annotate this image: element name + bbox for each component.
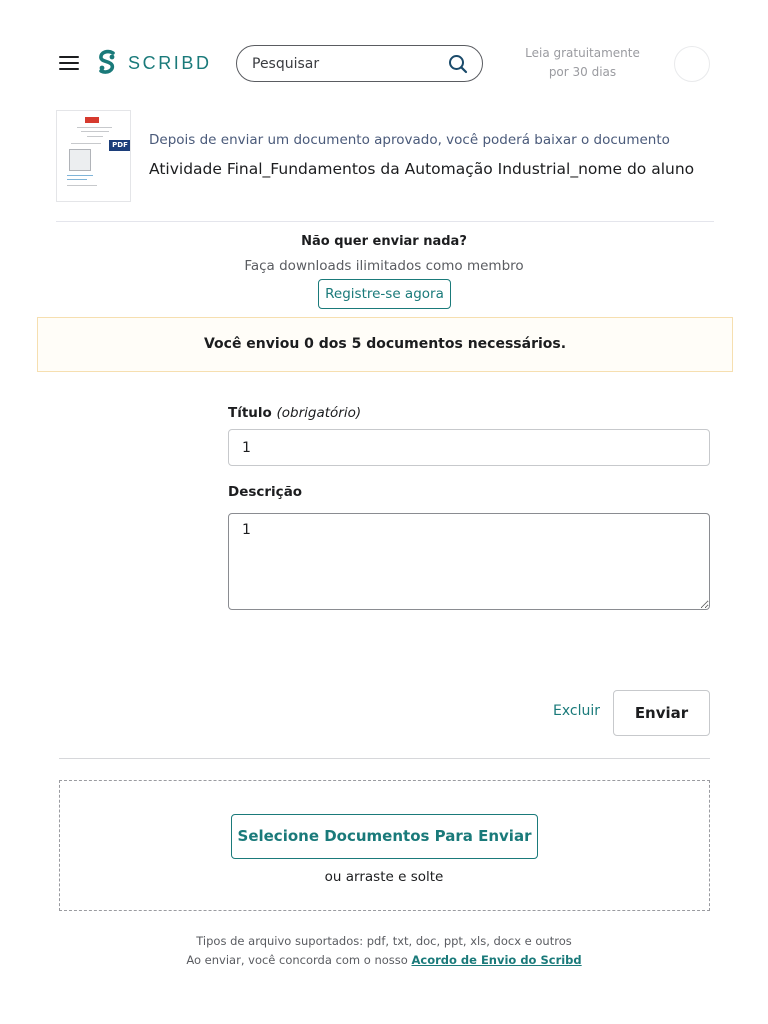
description-label: Descrição — [228, 484, 303, 500]
menu-icon[interactable] — [59, 56, 79, 70]
title-required-hint: (obrigatório) — [276, 405, 362, 421]
search-box[interactable] — [236, 45, 483, 82]
pdf-badge: PDF — [109, 140, 131, 151]
divider — [59, 758, 710, 759]
promo-line-1: Leia gratuitamente — [525, 46, 640, 60]
upload-progress-notice: Você enviou 0 dos 5 documentos necessários. — [37, 317, 733, 372]
promo-line-2: por 30 dias — [548, 65, 617, 79]
thumbnail-logo — [85, 117, 99, 123]
title-label — [228, 405, 361, 421]
document-thumbnail — [56, 110, 131, 202]
free-trial-promo[interactable] — [520, 44, 645, 82]
scribd-logo-icon — [96, 49, 118, 77]
divider — [56, 221, 714, 222]
title-input[interactable] — [228, 429, 710, 466]
title-label-text: Título — [228, 405, 272, 421]
select-documents-button[interactable]: Selecione Documentos Para Enviar — [231, 814, 538, 859]
register-button[interactable]: Registre-se agora — [318, 279, 451, 309]
avatar[interactable] — [674, 46, 710, 82]
drag-drop-text: ou arraste e solte — [324, 869, 444, 885]
description-textarea[interactable] — [228, 513, 710, 610]
scribd-logo[interactable] — [96, 49, 212, 77]
document-title: Atividade Final_Fundamentos da Automação Industrial_nome do aluno — [149, 160, 695, 178]
logo-text: SCRIBD — [128, 52, 212, 73]
agreement-link[interactable]: Acordo de Envio do Scribd — [411, 953, 582, 967]
membership-heading: Não quer enviar nada? — [301, 234, 467, 249]
upload-agreement — [0, 953, 768, 967]
search-icon[interactable] — [448, 54, 468, 74]
supported-file-types: Tipos de arquivo suportados: pdf, txt, doc, ppt, xls, docx e outros — [196, 934, 572, 948]
document-subtitle: Depois de enviar um documento aprovado, você poderá baixar o documento — [149, 132, 670, 148]
submit-button[interactable]: Enviar — [613, 690, 710, 736]
search-input[interactable] — [252, 56, 432, 72]
agreement-prefix: Ao enviar, você concorda com o nosso — [186, 953, 408, 967]
delete-link[interactable]: Excluir — [553, 703, 600, 719]
membership-subtext: Faça downloads ilimitados como membro — [244, 258, 524, 274]
